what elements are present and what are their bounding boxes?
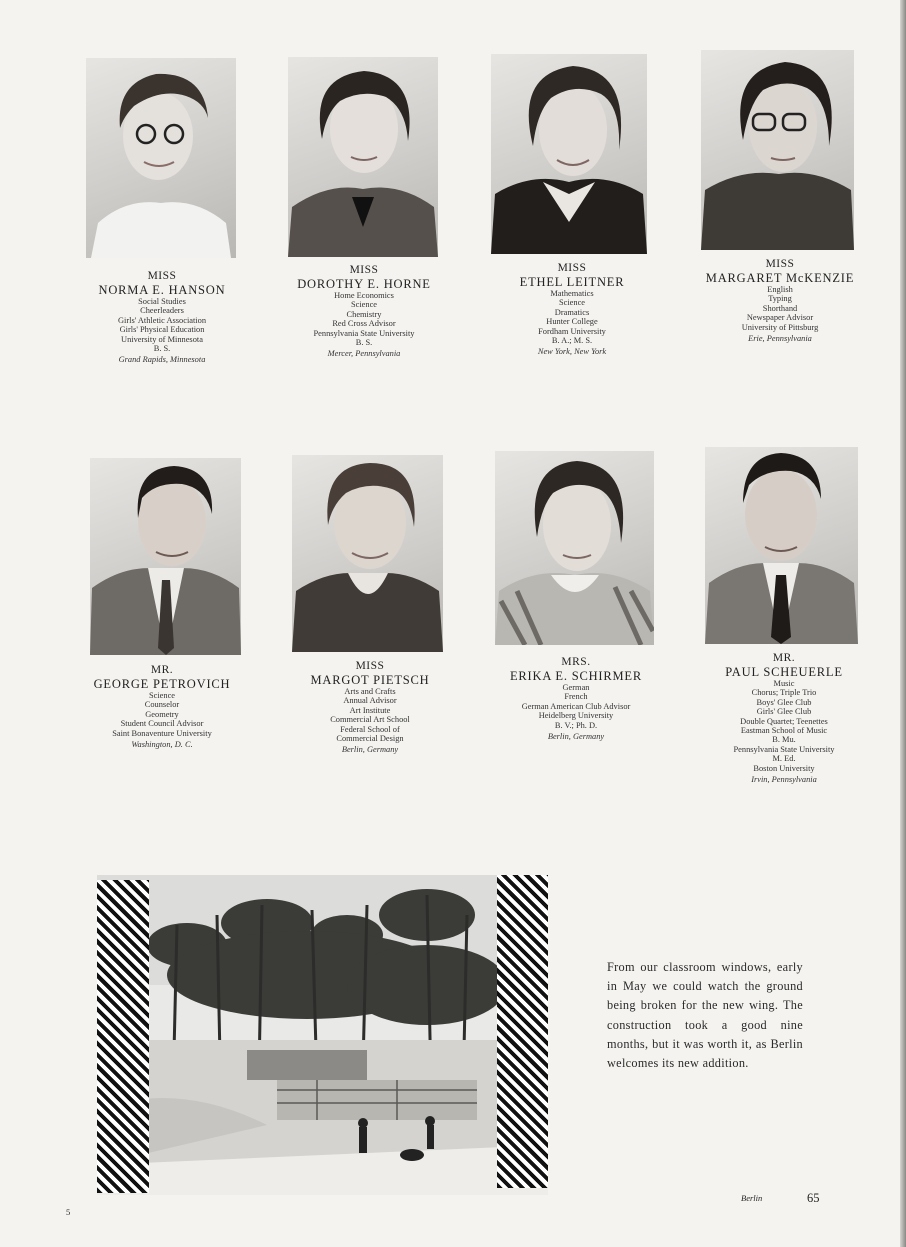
faculty-detail: Arts and Crafts: [344, 686, 396, 696]
faculty-hometown: New York, New York: [537, 347, 607, 357]
faculty-title: MISS: [355, 660, 385, 672]
faculty-name: MARGOT PIETSCH: [310, 672, 430, 687]
faculty-detail: Counselor: [144, 700, 180, 710]
faculty-detail: Science: [148, 690, 176, 700]
caption-ethel-leitner: [470, 262, 674, 357]
faculty-detail: Double Quartet; Teenettes: [740, 716, 828, 726]
faculty-detail: Commercial Art School: [330, 715, 410, 725]
caption-margot-pietsch: [268, 660, 472, 755]
faculty-hometown: Erie, Pennsylvania: [748, 333, 812, 343]
faculty-detail: Social Studies: [138, 296, 186, 306]
faculty-detail: Eastman School of Music: [740, 725, 828, 735]
caption-erika-schirmer: [474, 656, 678, 741]
faculty-detail: Newspaper Advisor: [746, 313, 814, 323]
faculty-detail: German American Club Advisor: [521, 701, 631, 711]
portrait-erika-schirmer: [495, 451, 654, 645]
faculty-name: NORMA E. HANSON: [98, 282, 226, 297]
faculty-detail: Mathematics: [550, 288, 594, 298]
faculty-detail: B. A.; M. S.: [551, 335, 593, 345]
faculty-name: ERIKA E. SCHIRMER: [509, 668, 642, 683]
faculty-detail: Chemistry: [346, 309, 382, 319]
faculty-detail: University of Pittsburg: [741, 322, 819, 332]
faculty-hometown: Mercer, Pennsylvania: [327, 349, 401, 359]
faculty-hometown: Berlin, Germany: [341, 745, 399, 755]
faculty-hometown: Berlin, Germany: [547, 731, 605, 741]
faculty-name: PAUL SCHEUERLE: [725, 664, 843, 679]
faculty-title: MRS.: [561, 656, 591, 668]
faculty-detail: Girls' Glee Club: [756, 707, 812, 717]
faculty-detail: Hunter College: [546, 317, 598, 327]
faculty-detail: Girls' Physical Education: [119, 325, 205, 335]
portrait-margot-pietsch: [292, 455, 443, 652]
faculty-detail: Music: [773, 678, 795, 688]
faculty-detail: University of Minnesota: [121, 334, 203, 344]
page-number: 65: [807, 1191, 820, 1205]
faculty-detail: Chorus; Triple Trio: [751, 688, 817, 698]
faculty-title: MR.: [150, 664, 174, 676]
faculty-detail: B. Mu.: [772, 735, 796, 745]
faculty-detail: Home Economics: [334, 290, 394, 300]
faculty-detail: Heidelberg University: [538, 711, 614, 721]
faculty-title: MISS: [557, 262, 587, 274]
faculty-detail: B. V.; Ph. D.: [554, 720, 598, 730]
faculty-title: MISS: [349, 264, 379, 276]
faculty-detail: Cheerleaders: [140, 306, 184, 316]
faculty-detail: B. S.: [153, 343, 171, 353]
faculty-detail: Saint Bonaventure University: [112, 728, 212, 738]
faculty-detail: German: [562, 682, 590, 692]
faculty-title: MISS: [147, 270, 177, 282]
faculty-detail: Fordham University: [538, 326, 606, 336]
faculty-detail: Boston University: [753, 763, 815, 773]
caption-margaret-mckenzie: [678, 258, 882, 343]
faculty-hometown: Grand Rapids, Minnesota: [118, 355, 206, 365]
faculty-detail: French: [564, 692, 588, 702]
faculty-detail: Art Institute: [349, 705, 391, 715]
faculty-name: GEORGE PETROVICH: [93, 676, 231, 691]
faculty-hometown: Irvin, Pennsylvania: [751, 774, 817, 784]
caption-paul-scheuerle: [682, 652, 886, 784]
faculty-name: MARGARET McKENZIE: [705, 270, 855, 285]
hatched-border-right: [497, 875, 548, 1188]
faculty-detail: English: [767, 284, 793, 294]
faculty-detail: B. S.: [355, 337, 373, 347]
faculty-detail: Pennsylvania State University: [313, 328, 415, 338]
faculty-detail: Pennsylvania State University: [733, 744, 835, 754]
footer-city: Berlin: [741, 1193, 763, 1203]
portrait-norma-hanson: [86, 58, 236, 258]
page-binding-edge: [900, 0, 906, 1247]
portrait-george-petrovich: [90, 458, 241, 655]
faculty-name: DOROTHY E. HORNE: [297, 276, 431, 291]
portrait-paul-scheuerle: [705, 447, 858, 644]
caption-george-petrovich: [60, 664, 264, 749]
faculty-detail: Annual Advisor: [343, 696, 397, 706]
hatched-border-left: [97, 880, 149, 1193]
faculty-detail: Girls' Athletic Association: [117, 315, 207, 325]
faculty-detail: Student Council Advisor: [120, 719, 204, 729]
faculty-detail: Red Cross Advisor: [332, 319, 396, 329]
portrait-dorothy-horne: [288, 57, 438, 257]
faculty-title: MR.: [772, 652, 796, 664]
faculty-detail: Geometry: [145, 709, 179, 719]
construction-photo: [97, 875, 548, 1195]
faculty-detail: Dramatics: [554, 307, 590, 317]
portrait-margaret-mckenzie: [701, 50, 854, 250]
margin-mark: 5: [66, 1207, 71, 1217]
faculty-hometown: Washington, D. C.: [131, 739, 193, 749]
caption-dorothy-horne: [262, 264, 466, 359]
caption-norma-hanson: [60, 270, 264, 365]
faculty-detail: M. Ed.: [772, 754, 796, 764]
faculty-detail: Boys' Glee Club: [756, 697, 812, 707]
faculty-title: MISS: [765, 258, 795, 270]
faculty-detail: Federal School of: [340, 724, 400, 734]
faculty-detail: Commercial Design: [336, 733, 404, 743]
faculty-detail: Shorthand: [762, 303, 798, 313]
faculty-detail: Science: [558, 298, 586, 308]
faculty-detail: Typing: [768, 294, 792, 304]
faculty-detail: Science: [350, 300, 378, 310]
faculty-name: ETHEL LEITNER: [519, 274, 625, 289]
portrait-ethel-leitner: [491, 54, 647, 254]
construction-caption-text: From our classroom windows, early in May we could watch the ground being broken for the new wing. The construction took a good nine months, but it was worth it, as Berlin welcomes its new addition.: [607, 960, 803, 1071]
